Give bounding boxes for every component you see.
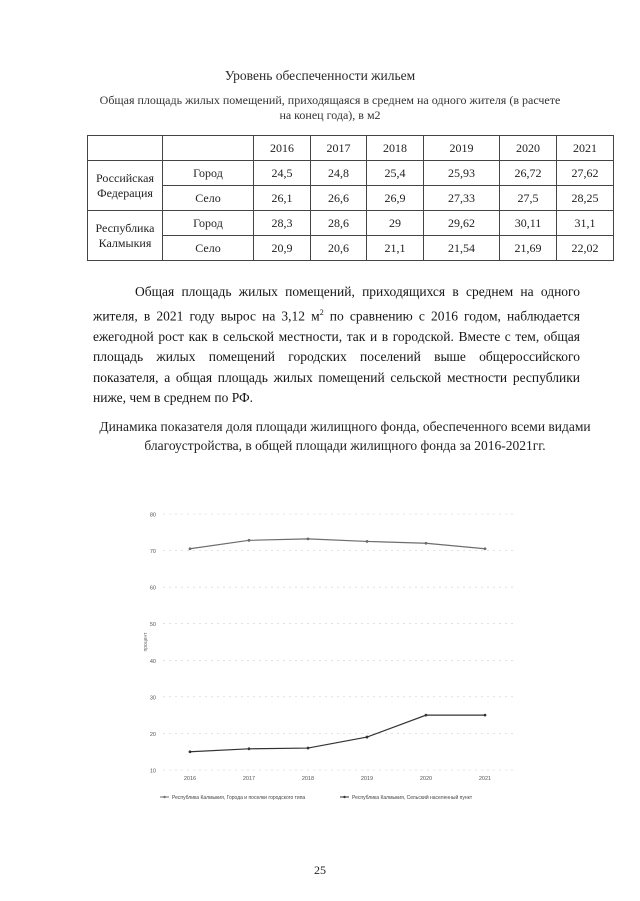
value-cell: 27,33 [424, 186, 500, 211]
value-cell: 25,4 [367, 161, 424, 186]
value-cell: 26,9 [367, 186, 424, 211]
page-number: 25 [314, 863, 326, 877]
value-cell: 20,6 [311, 236, 367, 261]
x-tick-label: 2019 [360, 776, 374, 782]
data-point [366, 736, 369, 739]
axis-layer [143, 513, 491, 783]
y-tick-label: 20 [149, 731, 156, 738]
data-point [307, 747, 310, 750]
legend-label: Республика Калмыкия, Сельский населенный пункт [352, 795, 473, 801]
value-cell: 20,9 [254, 236, 311, 261]
value-cell: 28,25 [557, 186, 614, 211]
superscript: 2 [319, 307, 324, 317]
x-tick-label: 2018 [301, 776, 315, 782]
value-cell: 22,02 [557, 236, 614, 261]
value-cell: 21,54 [424, 236, 500, 261]
value-cell: 21,69 [500, 236, 557, 261]
type-cell: Город [163, 211, 254, 236]
header-year: 2016 [254, 136, 311, 161]
value-cell: 24,8 [311, 161, 367, 186]
grid-layer [163, 514, 515, 770]
table-caption: Общая площадь жилых помещений, приходящаяся в среднем на одного жителя (в расчете на конец года), в м2 [99, 93, 561, 122]
paragraph-text: Общая площадь жилых помещений, приходящихся в среднем на одного жителя, в 2021 году вырос на 3,12 м [93, 284, 580, 323]
x-tick-label: 2016 [183, 776, 197, 782]
data-point [484, 714, 487, 717]
y-tick-label: 80 [149, 512, 156, 519]
data-point [484, 547, 487, 550]
y-tick-label: 60 [149, 585, 156, 592]
series-layer [189, 537, 487, 753]
legend [160, 794, 473, 801]
legend-marker [343, 796, 345, 798]
value-cell: 26,1 [254, 186, 311, 211]
legend-marker [163, 796, 165, 798]
value-cell: 26,6 [311, 186, 367, 211]
data-point [189, 547, 192, 550]
x-tick-label: 2020 [419, 776, 433, 782]
value-cell: 29 [367, 211, 424, 236]
value-cell: 28,6 [311, 211, 367, 236]
series-line [190, 539, 485, 549]
y-tick-label: 30 [149, 695, 156, 702]
value-cell: 28,3 [254, 211, 311, 236]
region-cell: Республика Калмыкия [88, 211, 163, 261]
value-cell: 21,1 [367, 236, 424, 261]
value-cell: 26,72 [500, 161, 557, 186]
y-axis-label: процент [143, 632, 149, 652]
data-point [189, 750, 192, 753]
value-cell: 29,62 [424, 211, 500, 236]
value-cell: 31,1 [557, 211, 614, 236]
paragraph-text: по сравнению с 2016 годом, наблюдается ежегодной рост как в сельской местности, так и в городской. Вместе с тем, общая площадь жилых помещений городских поселений выше общероссийского показателя, а общая площадь жилых помещений сельской местности республики ниже, чем в среднем по РФ. [93, 308, 580, 405]
data-point [248, 539, 251, 542]
value-cell: 27,5 [500, 186, 557, 211]
type-cell: Город [163, 161, 254, 186]
section-title: Уровень обеспеченности жильем [224, 68, 416, 83]
y-tick-label: 70 [149, 549, 156, 556]
header-year: 2018 [367, 136, 424, 161]
y-tick-label: 50 [149, 622, 156, 629]
header-year: 2020 [500, 136, 557, 161]
legend-label: Республика Калмыкия, Города и поселки городского типа [172, 795, 306, 801]
y-tick-label: 40 [149, 658, 156, 665]
header-year: 2019 [424, 136, 500, 161]
value-cell: 30,11 [500, 211, 557, 236]
chart-title: Динамика показателя доля площади жилищного фонда, обеспеченного всеми видами благоустройства, в общей площади жилищного фонда за 2016-2021гг. [99, 419, 591, 453]
value-cell: 25,93 [424, 161, 500, 186]
type-cell: Село [163, 236, 254, 261]
data-point [425, 714, 428, 717]
x-tick-label: 2017 [242, 776, 256, 782]
data-point [425, 542, 428, 545]
value-cell: 27,62 [557, 161, 614, 186]
region-cell: Российская Федерация [88, 161, 163, 211]
header-year: 2017 [311, 136, 367, 161]
type-cell: Село [163, 186, 254, 211]
value-cell: 24,5 [254, 161, 311, 186]
y-tick-label: 10 [149, 768, 156, 775]
data-point [248, 747, 251, 750]
data-point [366, 540, 369, 543]
header-year: 2021 [557, 136, 614, 161]
data-point [307, 537, 310, 540]
x-tick-label: 2021 [478, 776, 492, 782]
